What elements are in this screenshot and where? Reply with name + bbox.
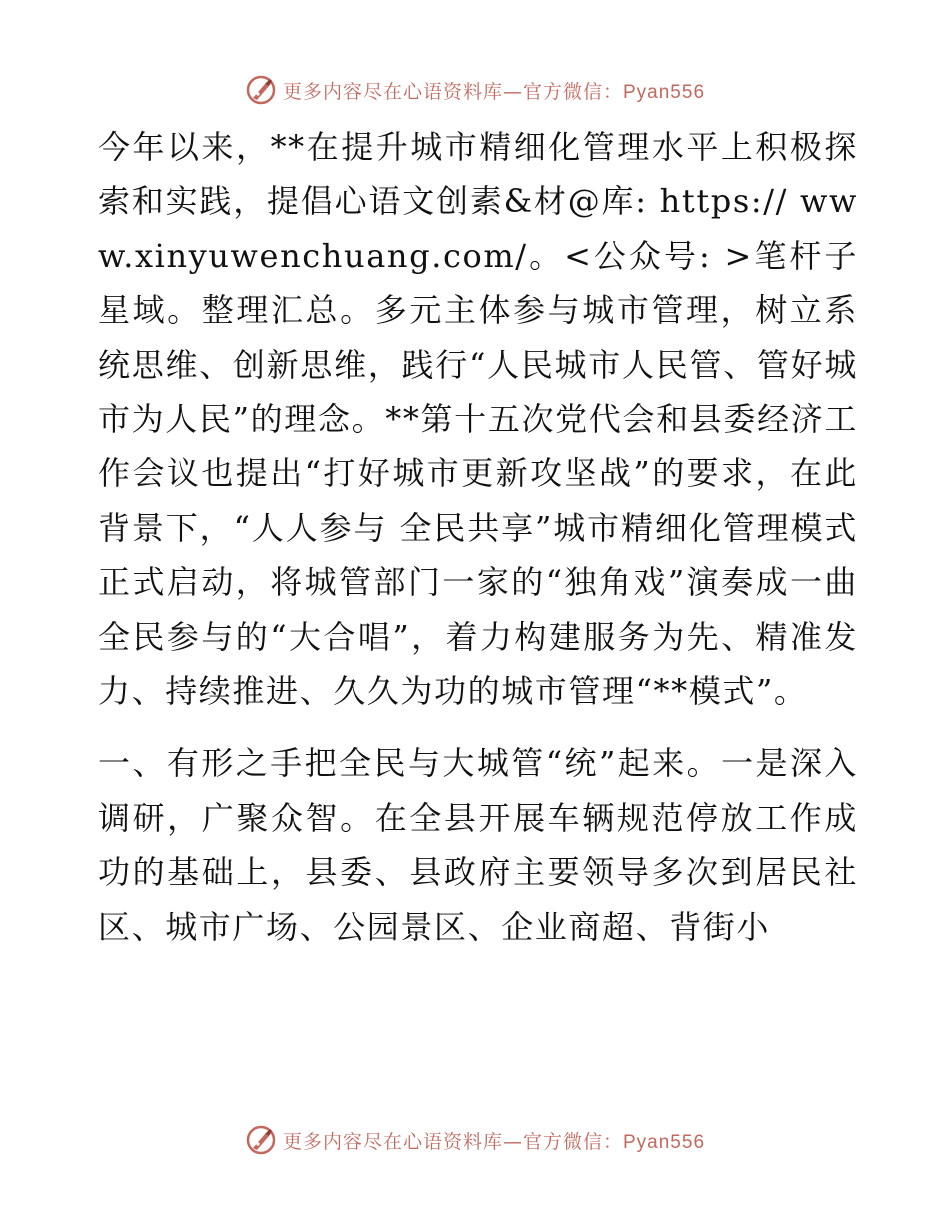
body-paragraph-2: 一、有形之手把全民与大城管“统”起来。一是深入调研，广聚众智。在全县开展车辆规范停放工作成功的基础上，县委、县政府主要领导多次到居民社区、城市广场、公园景区、企业商超、背街小: [98, 744, 858, 946]
body-paragraph-1: 今年以来，**在提升城市精细化管理水平上积极探索和实践，提倡心语文创素&材@库: https:// www.xinyuwenchuang.com/。<公众号: >笔杆子星域。整理汇总。多元主体参与城市管理，树立系统思维、创新思维，践行“人民城市人民管、管好城市为人民”的理念。**第十五次党代会和县委经济工作会议也提出“打好城市更新攻坚战”的要求，在此背景下，“人人参与 全民共享”城市精细化管理模式正式启动，将城管部门一家的“独角戏”演奏成一曲全民参与的“大合唱”，着力构建服务为先、精准发力、持续推进、久久为功的城市管理“**模式”。: [98, 128, 858, 711]
footer-banner: [0, 1120, 950, 1160]
header-banner: [0, 70, 950, 110]
footer-contact-id: Pyan556: [623, 1131, 706, 1153]
document-body: [98, 120, 858, 954]
pen-nib-logo-icon: [245, 74, 277, 106]
header-banner-text: [283, 77, 705, 104]
header-contact-id: Pyan556: [623, 81, 706, 103]
footer-banner-text: [283, 1127, 705, 1154]
header-brand-text: 更多内容尽在心语资料库: [282, 80, 503, 103]
pen-nib-logo-icon: [245, 1124, 277, 1156]
header-separator: —: [502, 80, 523, 103]
footer-separator: —: [502, 1130, 523, 1153]
footer-brand-text: 更多内容尽在心语资料库: [282, 1130, 503, 1153]
header-contact-label: 官方微信：: [522, 80, 623, 103]
footer-contact-label: 官方微信：: [522, 1130, 623, 1153]
